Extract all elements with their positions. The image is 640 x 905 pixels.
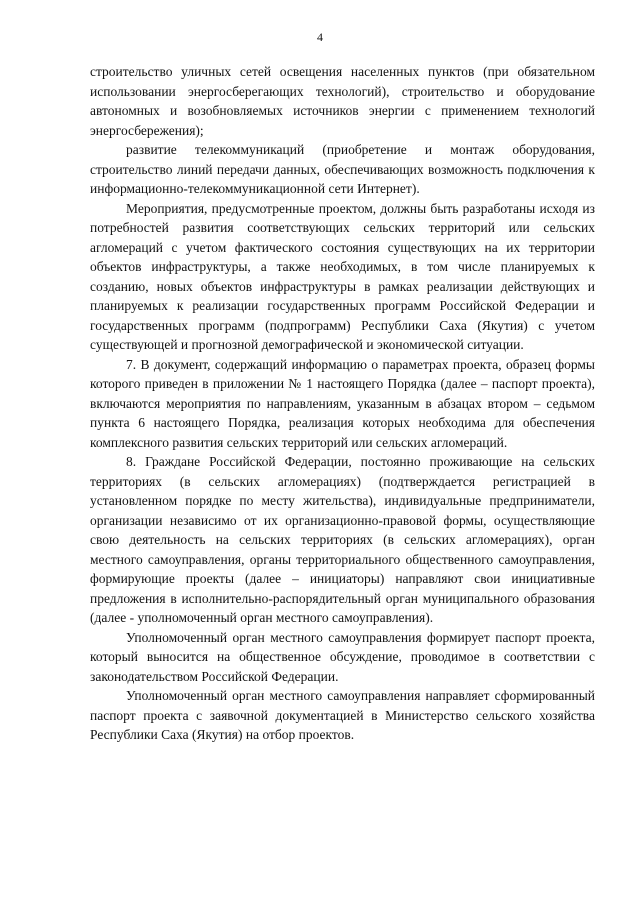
paragraph-item-8: 8. Граждане Российской Федерации, постоянно проживающие на сельских территориях (в сельских агломерациях) (подтверждается регистрацией в установленном порядке по месту жительства), индивидуальные предприниматели, организации независимо от их организационно-правовой формы, осуществляющие свою деятельность на сельских территориях (в сельских агломерациях), орган местного самоуправления, органы территориального общественного самоуправления, формирующие проекты (далее – инициаторы) направляют свои инициативные предложения в исполнительно-распорядительный орган муниципального образования (далее - уполномоченный орган местного самоуправления). — [90, 454, 595, 625]
paragraph-project-passport: Уполномоченный орган местного самоуправления формирует паспорт проекта, который выносится на общественное обсуждение, проводимое в соответствии с законодательством Российской Федерации. — [90, 629, 595, 684]
paragraph-project-measures: Мероприятия, предусмотренные проектом, должны быть разработаны исходя из потребностей развития соответствующих сельских территорий или сельских агломераций с учетом фактического состояния существующих на их территории объектов инфраструктуры, а также необходимых, в том числе планируемых к созданию, новых объектов инфраструктуры в рамках реализации действующих и планируемых к реализации государственных программ Российской Федерации и государственных программ (подпрограмм) Республики Саха (Якутия) с учетом существующей и прогнозной демографической и экономической ситуации. — [90, 200, 595, 352]
paragraph-item-7: 7. В документ, содержащий информацию о параметрах проекта, образец формы которого приведен в приложении № 1 настоящего Порядка (далее – паспорт проекта), включаются мероприятия по направлениям, указанным в абзацах втором – седьмом пункта 6 настоящего Порядка, реализация которых необходима для обеспечения комплексного развития сельских территорий или сельских агломераций. — [90, 356, 595, 450]
paragraph-telecommunications: развитие телекоммуникаций (приобретение и монтаж оборудования, строительство линий передачи данных, обеспечивающих возможность подключения к информационно-телекоммуникационной сети Интернет). — [90, 142, 595, 196]
document-body — [90, 62, 595, 745]
paragraph-street-lighting: строительство уличных сетей освещения населенных пунктов (при обязательном использовании энергосберегающих технологий), строительство и оборудование автономных и возобновляемых источников энергии с применением технологий энергосбережения); — [90, 64, 595, 138]
page-number: 4 — [317, 30, 323, 44]
paragraph-submission: Уполномоченный орган местного самоуправления направляет сформированный паспорт проекта с заявочной документацией в Министерство сельского хозяйства Республики Саха (Якутия) на отбор проектов. — [90, 688, 595, 742]
